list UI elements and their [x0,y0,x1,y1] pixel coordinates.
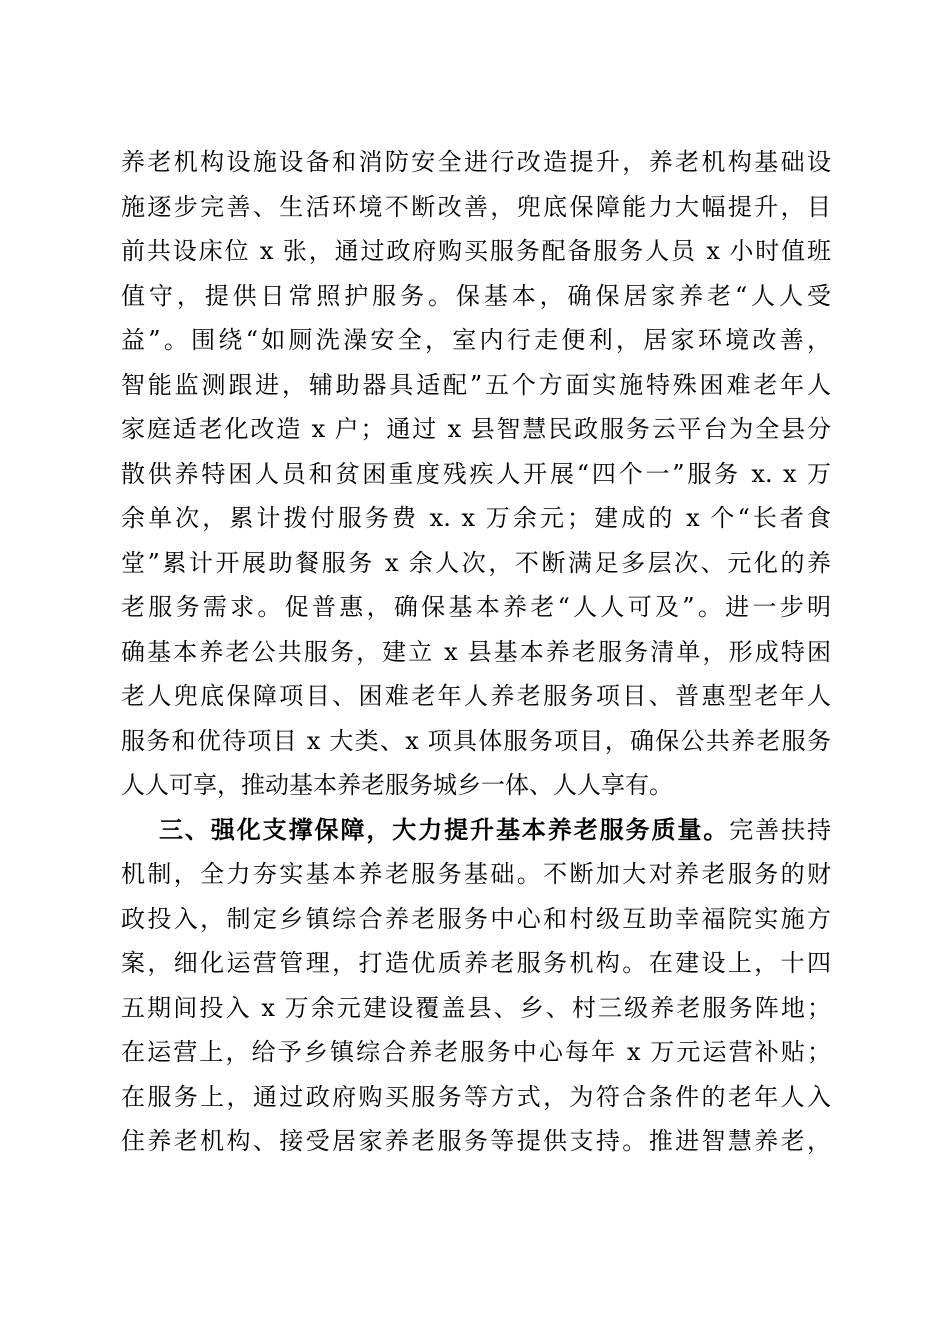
paragraph-line: 余单次，累计拨付服务费 x. x 万余元；建成的 x 个“长者食 [121,504,831,532]
paragraph-line: 值守，提供日常照护服务。保基本，确保居家养老“人人受 [121,281,831,310]
paragraph-line: 老人兜底保障项目、困难老年人养老服务项目、普惠型老年人 [121,682,831,710]
paragraph-line: 益”。围绕“如厕洗澡安全，室内行走便利，居家环境改善， [121,326,831,354]
paragraph-line: 案，细化运营管理，打造优质养老服务机构。在建设上，十四 [121,949,831,977]
paragraph-line: 在服务上，通过政府购买服务等方式，为符合条件的老年人入 [121,1082,831,1111]
paragraph-line: 服务和优待项目 x 大类、x 项具体服务项目，确保公共养老服务 [121,726,831,755]
paragraph-line: 前共设床位 x 张，通过政府购买服务配备服务人员 x 小时值班 [121,237,831,265]
paragraph-line: 家庭适老化改造 x 户；通过 x 县智慧民政服务云平台为全县分 [121,415,831,443]
section-first-line [121,808,831,853]
section-first-line-rest: 完善扶持 [729,815,831,844]
paragraph-line: 智能监测跟进，辅助器具适配”五个方面实施特殊困难老年人 [121,370,831,399]
body-text [121,140,831,1164]
paragraph-line: 机制，全力夯实基本养老服务基础。不断加大对养老服务的财 [121,860,831,888]
paragraph-line: 施逐步完善、生活环境不断改善，兜底保障能力大幅提升，目 [121,192,831,221]
paragraph-line: 政投入，制定乡镇综合养老服务中心和村级互助幸福院实施方 [121,904,831,933]
paragraph-line: 住养老机构、接受居家养老服务等提供支持。推进智慧养老， [121,1127,831,1155]
paragraph-line: 散供养特困人员和贫困重度残疾人开展“四个一”服务 x. x 万 [121,459,831,488]
paragraph-line: 人人可享，推动基本养老服务城乡一体、人人享有。 [121,771,673,799]
paragraph-line: 堂”累计开展助餐服务 x 余人次，不断满足多层次、元化的养 [121,548,831,577]
paragraph-line: 五期间投入 x 万余元建设覆盖县、乡、村三级养老服务阵地； [121,993,831,1022]
paragraph-line: 老服务需求。促普惠，确保基本养老“人人可及”。进一步明 [121,593,831,621]
paragraph-line: 在运营上，给予乡镇综合养老服务中心每年 x 万元运营补贴； [121,1038,831,1066]
section-heading: 三、强化支撑保障，大力提升基本养老服务质量。 [159,814,730,844]
paragraph-line: 养老机构设施设备和消防安全进行改造提升，养老机构基础设 [121,148,831,176]
paragraph-line: 确基本养老公共服务，建立 x 县基本养老服务清单，形成特困 [121,637,831,666]
